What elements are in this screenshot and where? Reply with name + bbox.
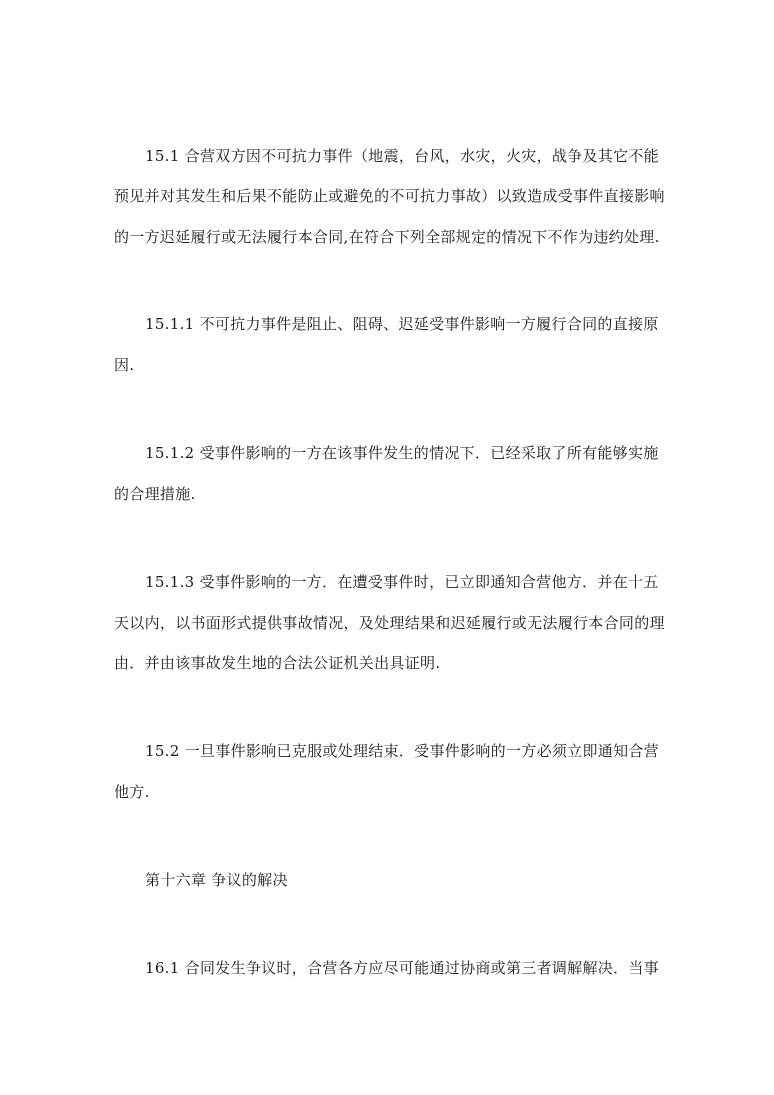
clause-15-1-3-line-1: 15.1.3 受事件影响的一方．在遭受事件时，已立即通知合营他方．并在十五 <box>145 573 659 591</box>
clause-15-1-1-line-1: 15.1.1 不可抗力事件是阻止、阻碍、迟延受事件影响一方履行合同的直接原 <box>145 315 659 333</box>
clause-16-1-line-1: 16.1 合同发生争议时，合营各方应尽可能通过协商或第三者调解解决．当事 <box>145 959 659 977</box>
clause-15-1-line-1: 15.1 合营双方因不可抗力事件（地震，台风，水灾，火灾，战争及其它不能 <box>145 147 659 165</box>
clause-15-2-line-2: 他方. <box>114 783 150 801</box>
clause-15-1-1-line-2: 因. <box>114 356 135 374</box>
clause-15-1-2-line-2: 的合理措施. <box>114 485 196 503</box>
clause-15-1-line-2: 预见并对其发生和后果不能防止或避免的不可抗力事故）以致造成受事件直接影响 <box>114 187 665 205</box>
clause-15-1-3-line-2: 天以内，以书面形式提供事故情况，及处理结果和迟延履行或无法履行本合同的理 <box>114 614 665 632</box>
clause-15-1-3-line-3: 由．并由该事故发生地的合法公证机关出具证明. <box>114 654 441 672</box>
clause-15-2-line-1: 15.2 一旦事件影响已克服或处理结束．受事件影响的一方必须立即通知合营 <box>145 742 659 760</box>
clause-15-1-line-3: 的一方迟延履行或无法履行本合同,在符合下列全部规定的情况下不作为违约处理. <box>114 228 660 246</box>
chapter-16-heading: 第十六章 争议的解决 <box>145 871 288 889</box>
clause-15-1-2-line-1: 15.1.2 受事件影响的一方在该事件发生的情况下．已经采取了所有能够实施 <box>145 444 659 462</box>
